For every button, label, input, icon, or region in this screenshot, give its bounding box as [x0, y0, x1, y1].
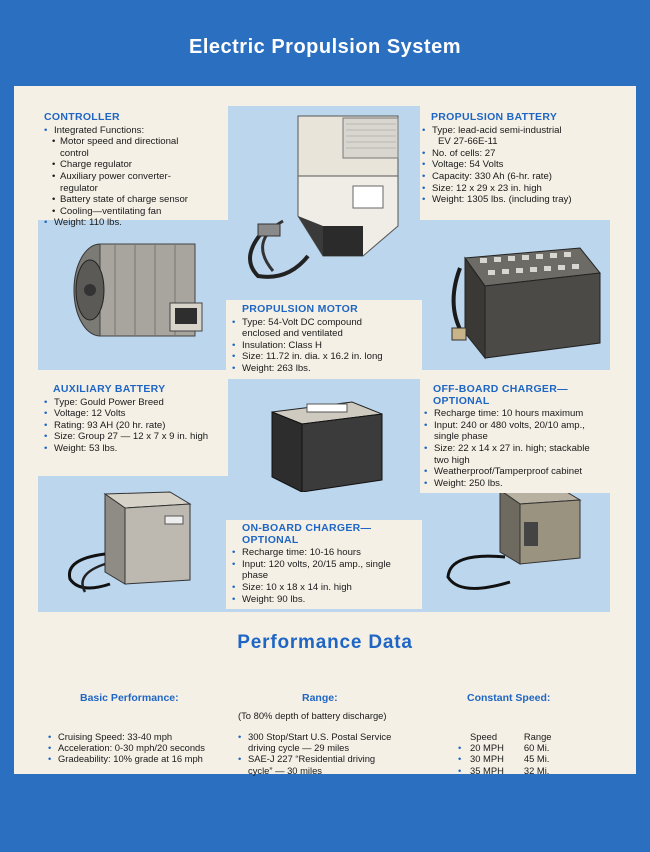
page-title: Electric Propulsion System: [189, 36, 461, 58]
spec-item: • Rating: 93 AH (20 hr. rate): [44, 420, 228, 432]
spec-item: • Weight: 263 lbs.: [232, 363, 418, 375]
spec-item: cycle” — 30 miles: [248, 764, 322, 776]
spec-item: single phase: [434, 431, 488, 443]
controller-heading: CONTROLLER: [44, 111, 120, 123]
onboard-charger-heading: ON-BOARD CHARGER—OPTIONAL: [242, 522, 372, 546]
offboard-charger-photo: [440, 482, 600, 602]
spec-item: • Weight: 90 lbs.: [232, 594, 418, 606]
onboard-charger-specs: [226, 520, 422, 609]
spec-item: • Size: 11.72 in. dia. x 16.2 in. long: [232, 351, 418, 363]
spec-item: • Type: 54-Volt DC compound: [232, 317, 418, 329]
range-cell: 32 Mi.: [523, 764, 550, 776]
constant-speed-table: [458, 731, 556, 776]
performance-title: Performance Data: [237, 632, 413, 653]
onboard-charger-photo: [60, 484, 210, 604]
spec-item: EV 27-66E-11: [438, 136, 498, 148]
range-heading: Range:: [302, 692, 338, 704]
auxiliary-battery-specs: [44, 384, 228, 455]
bullet-icon: •: [458, 764, 462, 776]
spec-item: • Input: 120 volts, 20/15 amp., single: [232, 559, 418, 571]
propulsion-motor-list: [232, 317, 418, 375]
spec-item: phase: [242, 570, 269, 582]
auxiliary-battery-photo: [262, 392, 392, 492]
spec-item: • Motor speed and directional: [44, 136, 224, 148]
spec-item: • Integrated Functions:: [44, 125, 224, 137]
propulsion-motor-heading: PROPULSION MOTOR: [242, 303, 359, 315]
spec-item: • Size: 22 x 14 x 27 in. high; stackable: [424, 443, 614, 455]
controller-specs: [44, 112, 224, 229]
range-cell: 45 Mi.: [523, 753, 550, 765]
spec-item: • Charge regulator: [44, 159, 224, 171]
spec-item: • Weight: 53 lbs.: [44, 443, 228, 455]
propulsion-battery-specs: [422, 112, 622, 206]
speed-cell: 35 MPH: [470, 764, 504, 776]
spec-item: • Weight: 110 lbs.: [44, 217, 224, 229]
offboard-charger-list: [424, 408, 614, 489]
spec-item: • Size: 10 x 18 x 14 in. high: [232, 582, 418, 594]
onboard-charger-list: [232, 547, 418, 605]
bullet-icon: •: [458, 742, 462, 754]
spec-item: • Insulation: Class H: [232, 340, 418, 352]
spec-item: • Acceleration: 0-30 mph/20 seconds: [48, 742, 205, 753]
spec-item: regulator: [60, 182, 98, 194]
range-column-header: Range: [523, 731, 552, 742]
spec-item: • Type: lead-acid semi-industrial: [422, 125, 622, 137]
spec-item: • Cooling—ventilating fan: [44, 206, 224, 218]
spec-item: driving cycle — 29 miles: [248, 742, 350, 754]
range-list: [238, 731, 391, 776]
spec-item: • Recharge time: 10-16 hours: [232, 547, 418, 559]
spec-item: • Weight: 250 lbs.: [424, 478, 614, 490]
speed-row: [458, 765, 556, 776]
motor-photo: [60, 228, 220, 358]
speed-row: [458, 742, 556, 753]
spec-item: • Voltage: 12 Volts: [44, 408, 228, 420]
spec-item: • Voltage: 54 Volts: [422, 159, 622, 171]
offboard-charger-specs: [420, 380, 616, 493]
range-cell: 60 Mi.: [523, 742, 550, 754]
spec-item: • No. of cells: 27: [422, 148, 622, 160]
bullet-icon: •: [458, 753, 462, 765]
speed-row: [458, 753, 556, 764]
speed-cell: 30 MPH: [470, 753, 504, 765]
propulsion-battery-photo: [440, 228, 605, 368]
spec-item: • Input: 240 or 480 volts, 20/10 amp.,: [424, 420, 614, 432]
offboard-charger-heading: OFF-BOARD CHARGER—OPTIONAL: [433, 383, 568, 407]
spec-item: • 300 Stop/Start U.S. Postal Service: [238, 731, 391, 742]
controller-list: [44, 125, 224, 229]
propulsion-battery-heading: PROPULSION BATTERY: [431, 111, 558, 123]
basic-performance-list: [48, 731, 205, 765]
basic-performance-heading: Basic Performance:: [80, 692, 179, 704]
spec-item: • Weight: 1305 lbs. (including tray): [422, 194, 622, 206]
spec-item: • Recharge time: 10 hours maximum: [424, 408, 614, 420]
speed-cell: 20 MPH: [470, 742, 504, 754]
controller-photo: [228, 106, 420, 286]
spec-item: • Battery state of charge sensor: [44, 194, 224, 206]
spec-item: • Capacity: 330 Ah (6-hr. rate): [422, 171, 622, 183]
spec-item: • Size: Group 27 — 12 x 7 x 9 in. high: [44, 431, 228, 443]
spec-item: • Gradeability: 10% grade at 16 mph: [48, 753, 205, 764]
spec-item: enclosed and ventilated: [242, 328, 343, 340]
spec-item: • SAE-J 227 “Residential driving: [238, 753, 391, 764]
range-note: (To 80% depth of battery discharge): [238, 710, 387, 721]
spec-item: • Cruising Speed: 33-40 mph: [48, 731, 205, 742]
constant-speed-heading: Constant Speed:: [467, 692, 551, 704]
auxiliary-battery-list: [44, 397, 228, 455]
spec-item: • Size: 12 x 29 x 23 in. high: [422, 183, 622, 195]
spec-item: • Auxiliary power converter-: [44, 171, 224, 183]
propulsion-motor-specs: [226, 300, 422, 379]
speed-column-header: Speed: [470, 731, 498, 742]
spec-item: • Type: Gould Power Breed: [44, 397, 228, 409]
spec-item: two high: [434, 454, 470, 466]
propulsion-battery-list: [422, 125, 622, 206]
spec-item: control: [60, 147, 89, 159]
spec-item: • Weatherproof/Tamperproof cabinet: [424, 466, 614, 478]
auxiliary-battery-heading: AUXILIARY BATTERY: [53, 383, 166, 395]
